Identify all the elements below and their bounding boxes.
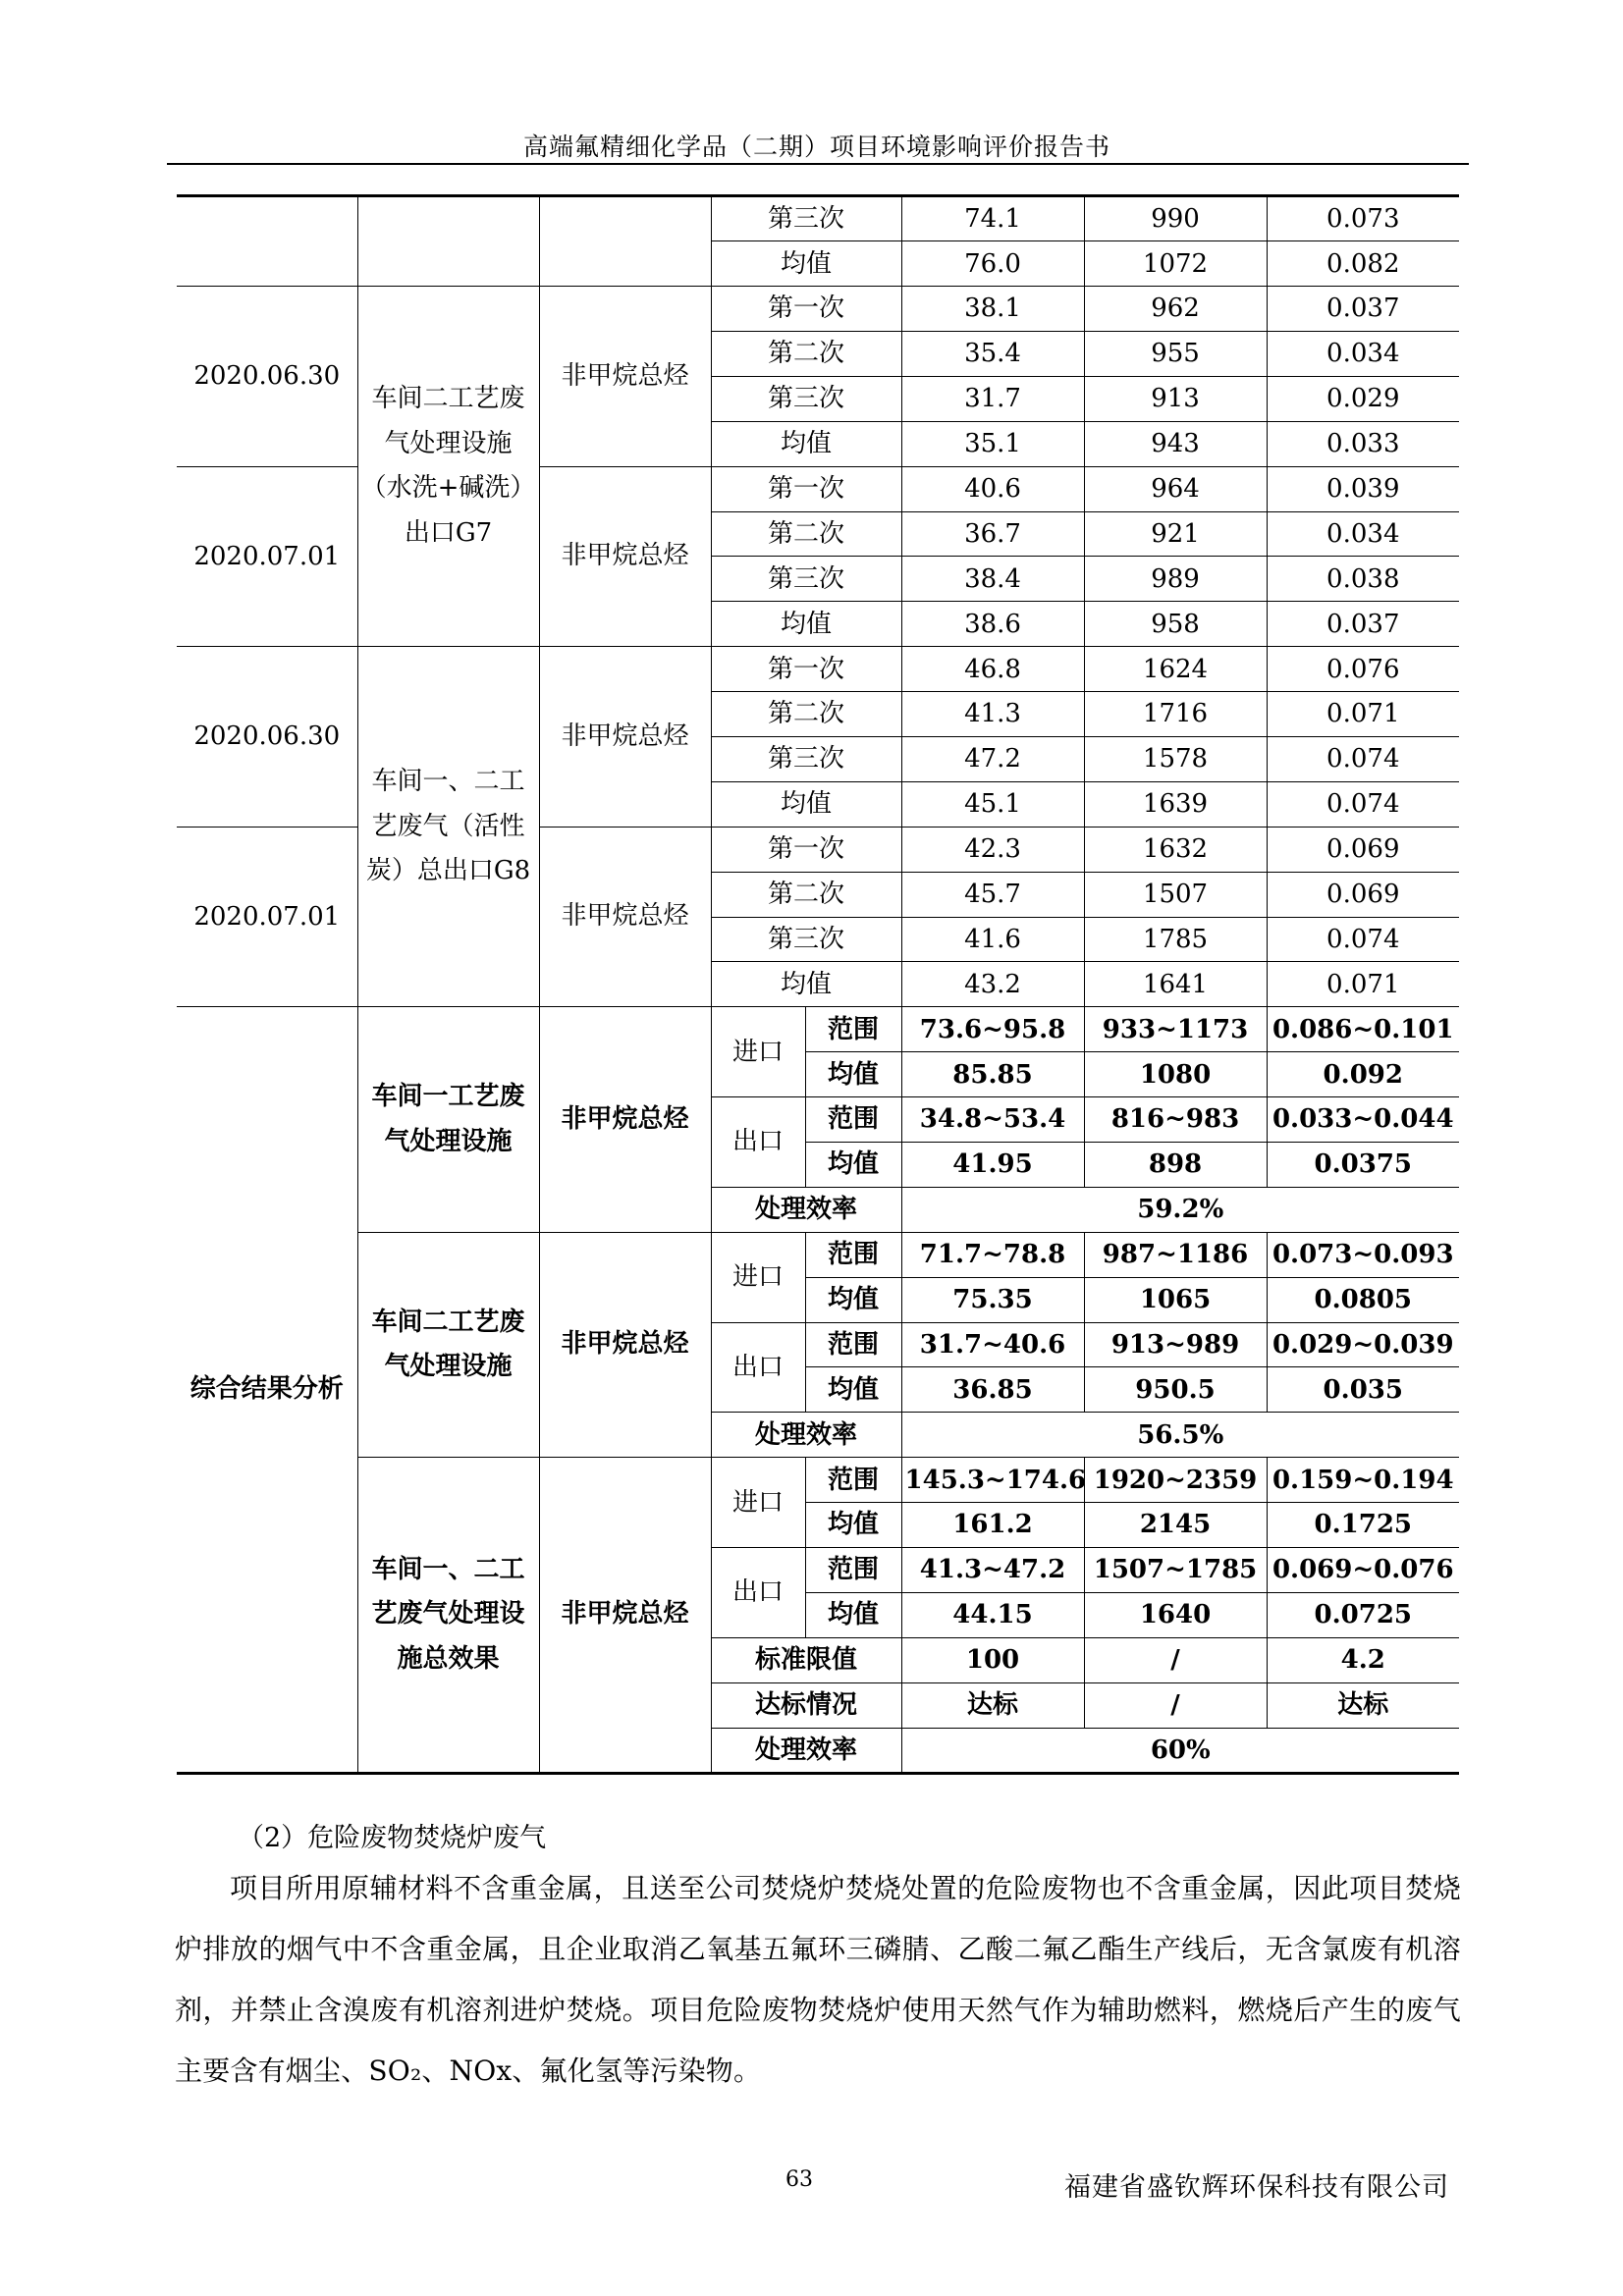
rate-value: 4.2 — [1267, 1637, 1459, 1682]
rate-value: 0.069 — [1267, 827, 1459, 872]
pollutant-cell: 非甲烷总烃 — [539, 466, 711, 647]
inlet-label: 进口 — [711, 1007, 805, 1097]
flow-value: 2145 — [1084, 1503, 1267, 1548]
sample-label: 第一次 — [711, 647, 901, 692]
flow-value: 913~989 — [1084, 1322, 1267, 1367]
rate-value: 0.037 — [1267, 602, 1459, 647]
range-label: 范围 — [805, 1097, 901, 1143]
table-row — [177, 287, 1459, 332]
footer-company: 福建省盛钦辉环保科技有限公司 — [1064, 2172, 1449, 2203]
rate-value: 0.029~0.039 — [1267, 1322, 1459, 1367]
concentration-value: 达标 — [901, 1682, 1084, 1728]
concentration-value: 38.1 — [901, 287, 1084, 332]
summary-label-cell: 综合结果分析 — [177, 1007, 357, 1773]
date-cell: 2020.07.01 — [177, 827, 357, 1007]
concentration-value: 41.6 — [901, 917, 1084, 962]
concentration-value: 45.1 — [901, 781, 1084, 827]
sample-label: 第三次 — [711, 196, 901, 241]
flow-value: 1785 — [1084, 917, 1267, 962]
rate-value: 0.038 — [1267, 557, 1459, 602]
flow-value: / — [1084, 1637, 1267, 1682]
rate-value: 达标 — [1267, 1682, 1459, 1728]
concentration-value: 31.7~40.6 — [901, 1322, 1084, 1367]
rate-value: 0.076 — [1267, 647, 1459, 692]
rate-value: 0.039 — [1267, 466, 1459, 511]
rate-value: 0.0805 — [1267, 1277, 1459, 1322]
sample-label: 均值 — [711, 421, 901, 466]
page-number: 63 — [785, 2167, 813, 2192]
sample-label: 第一次 — [711, 827, 901, 872]
table-row — [177, 1232, 1459, 1277]
range-label: 范围 — [805, 1458, 901, 1503]
concentration-value: 41.3 — [901, 692, 1084, 737]
rate-value: 0.033 — [1267, 421, 1459, 466]
flow-value: 1639 — [1084, 781, 1267, 827]
paragraph-text: 项目所用原辅材料不含重金属，且送至公司焚烧炉焚烧处置的危险废物也不含重金属，因此项目焚烧炉排放的烟气中不含重金属，且企业取消乙氧基五氟环三磷腈、乙酸二氟乙酯生产线后，无含氯废有机溶剂，并禁止含溴废有机溶剂进炉焚烧。项目危险废物焚烧炉使用天然气作为辅助燃料，燃烧后产生的废气主要含有烟尘、SO₂、NOx、氟化氢等污染物。 — [175, 1872, 1461, 2087]
outlet-label: 出口 — [711, 1548, 805, 1638]
flow-value: 987~1186 — [1084, 1232, 1267, 1277]
flow-value: 1641 — [1084, 962, 1267, 1007]
sample-label: 均值 — [711, 241, 901, 287]
rate-value: 0.069~0.076 — [1267, 1548, 1459, 1593]
outlet-label: 出口 — [711, 1097, 805, 1188]
sample-label: 第三次 — [711, 736, 901, 781]
flow-value: 1507~1785 — [1084, 1548, 1267, 1593]
flow-value: 950.5 — [1084, 1367, 1267, 1413]
rate-value: 0.0375 — [1267, 1143, 1459, 1188]
flow-value: / — [1084, 1682, 1267, 1728]
rate-value: 0.034 — [1267, 331, 1459, 376]
mean-label: 均值 — [805, 1277, 901, 1322]
concentration-value: 45.7 — [901, 872, 1084, 917]
sample-label: 第三次 — [711, 376, 901, 421]
location-cell: 车间二工艺废气处理设施（水洗+碱洗）出口G7 — [357, 287, 539, 647]
rate-value: 0.074 — [1267, 781, 1459, 827]
mean-label: 均值 — [805, 1052, 901, 1097]
mean-label: 均值 — [805, 1143, 901, 1188]
rate-value: 0.074 — [1267, 736, 1459, 781]
flow-value: 1072 — [1084, 241, 1267, 287]
rate-value: 0.092 — [1267, 1052, 1459, 1097]
outlet-label: 出口 — [711, 1322, 805, 1413]
concentration-value: 35.4 — [901, 331, 1084, 376]
pollutant-cell: 非甲烷总烃 — [539, 647, 711, 828]
rate-value: 0.074 — [1267, 917, 1459, 962]
pollutant-cell: 非甲烷总烃 — [539, 1232, 711, 1457]
sample-label: 均值 — [711, 781, 901, 827]
flow-value: 990 — [1084, 196, 1267, 241]
pollutant-cell: 非甲烷总烃 — [539, 1007, 711, 1232]
flow-value: 989 — [1084, 557, 1267, 602]
page-header-title: 高端氟精细化学品（二期）项目环境影响评价报告书 — [522, 133, 1110, 161]
date-cell: 2020.07.01 — [177, 466, 357, 647]
range-label: 范围 — [805, 1322, 901, 1367]
concentration-value: 75.35 — [901, 1277, 1084, 1322]
sample-label: 第二次 — [711, 331, 901, 376]
concentration-value: 43.2 — [901, 962, 1084, 1007]
rate-value: 0.069 — [1267, 872, 1459, 917]
flow-value: 1624 — [1084, 647, 1267, 692]
facility-cell: 车间二工艺废气处理设施 — [357, 1232, 539, 1457]
flow-value: 898 — [1084, 1143, 1267, 1188]
table-row — [177, 1458, 1459, 1503]
sample-label: 第三次 — [711, 917, 901, 962]
rate-value: 0.086~0.101 — [1267, 1007, 1459, 1052]
concentration-value: 41.3~47.2 — [901, 1548, 1084, 1593]
compliance-label: 达标情况 — [711, 1682, 901, 1728]
header-rule — [167, 163, 1469, 165]
date-cell — [177, 196, 357, 287]
facility-cell: 车间一、二工艺废气处理设施总效果 — [357, 1458, 539, 1774]
sample-label: 第三次 — [711, 557, 901, 602]
rate-value: 0.082 — [1267, 241, 1459, 287]
concentration-value: 161.2 — [901, 1503, 1084, 1548]
efficiency-label: 处理效率 — [711, 1413, 901, 1458]
efficiency-value: 60% — [901, 1728, 1459, 1773]
concentration-value: 74.1 — [901, 196, 1084, 241]
section-title: （2）危险废物焚烧炉废气 — [238, 1823, 547, 1853]
mean-label: 均值 — [805, 1503, 901, 1548]
efficiency-label: 处理效率 — [711, 1728, 901, 1773]
rate-value: 0.1725 — [1267, 1503, 1459, 1548]
efficiency-value: 59.2% — [901, 1187, 1459, 1232]
rate-value: 0.073 — [1267, 196, 1459, 241]
concentration-value: 71.7~78.8 — [901, 1232, 1084, 1277]
concentration-value: 35.1 — [901, 421, 1084, 466]
flow-value: 816~983 — [1084, 1097, 1267, 1143]
rate-value: 0.0725 — [1267, 1592, 1459, 1637]
concentration-value: 73.6~95.8 — [901, 1007, 1084, 1052]
rate-value: 0.035 — [1267, 1367, 1459, 1413]
pollutant-cell: 非甲烷总烃 — [539, 827, 711, 1007]
concentration-value: 41.95 — [901, 1143, 1084, 1188]
pollutant-cell: 非甲烷总烃 — [539, 1458, 711, 1774]
sample-label: 第一次 — [711, 466, 901, 511]
concentration-value: 46.8 — [901, 647, 1084, 692]
flow-value: 1065 — [1084, 1277, 1267, 1322]
flow-value: 1640 — [1084, 1592, 1267, 1637]
flow-value: 1632 — [1084, 827, 1267, 872]
facility-cell: 车间一工艺废气处理设施 — [357, 1007, 539, 1232]
concentration-value: 38.4 — [901, 557, 1084, 602]
rate-value: 0.073~0.093 — [1267, 1232, 1459, 1277]
date-cell: 2020.06.30 — [177, 287, 357, 467]
concentration-value: 31.7 — [901, 376, 1084, 421]
rate-value: 0.029 — [1267, 376, 1459, 421]
mean-label: 均值 — [805, 1592, 901, 1637]
flow-value: 958 — [1084, 602, 1267, 647]
sample-label: 第一次 — [711, 287, 901, 332]
mean-label: 均值 — [805, 1367, 901, 1413]
flow-value: 955 — [1084, 331, 1267, 376]
concentration-value: 44.15 — [901, 1592, 1084, 1637]
rate-value: 0.071 — [1267, 692, 1459, 737]
rate-value: 0.159~0.194 — [1267, 1458, 1459, 1503]
concentration-value: 42.3 — [901, 827, 1084, 872]
pollutant-cell — [539, 196, 711, 287]
location-cell: 车间一、二工艺废气（活性炭）总出口G8 — [357, 647, 539, 1007]
flow-value: 962 — [1084, 287, 1267, 332]
rate-value: 0.071 — [1267, 962, 1459, 1007]
sample-label: 均值 — [711, 602, 901, 647]
monitoring-data-table — [177, 194, 1459, 1775]
limit-label: 标准限值 — [711, 1637, 901, 1682]
inlet-label: 进口 — [711, 1458, 805, 1548]
concentration-value: 36.7 — [901, 511, 1084, 557]
flow-value: 964 — [1084, 466, 1267, 511]
flow-value: 1080 — [1084, 1052, 1267, 1097]
flow-value: 921 — [1084, 511, 1267, 557]
concentration-value: 34.8~53.4 — [901, 1097, 1084, 1143]
flow-value: 943 — [1084, 421, 1267, 466]
pollutant-cell: 非甲烷总烃 — [539, 287, 711, 467]
rate-value: 0.037 — [1267, 287, 1459, 332]
sample-label: 第二次 — [711, 872, 901, 917]
rate-value: 0.034 — [1267, 511, 1459, 557]
concentration-value: 36.85 — [901, 1367, 1084, 1413]
sample-label: 均值 — [711, 962, 901, 1007]
location-cell — [357, 196, 539, 287]
concentration-value: 76.0 — [901, 241, 1084, 287]
table-row — [177, 1007, 1459, 1052]
concentration-value: 40.6 — [901, 466, 1084, 511]
date-cell: 2020.06.30 — [177, 647, 357, 828]
range-label: 范围 — [805, 1007, 901, 1052]
concentration-value: 145.3~174.6 — [901, 1458, 1084, 1503]
sample-label: 第二次 — [711, 692, 901, 737]
flow-value: 1920~2359 — [1084, 1458, 1267, 1503]
flow-value: 1578 — [1084, 736, 1267, 781]
table-row — [177, 647, 1459, 692]
efficiency-label: 处理效率 — [711, 1187, 901, 1232]
efficiency-value: 56.5% — [901, 1413, 1459, 1458]
flow-value: 933~1173 — [1084, 1007, 1267, 1052]
rate-value: 0.033~0.044 — [1267, 1097, 1459, 1143]
table-row — [177, 196, 1459, 241]
range-label: 范围 — [805, 1232, 901, 1277]
concentration-value: 85.85 — [901, 1052, 1084, 1097]
body-paragraph — [175, 1858, 1461, 2102]
inlet-label: 进口 — [711, 1232, 805, 1322]
concentration-value: 38.6 — [901, 602, 1084, 647]
sample-label: 第二次 — [711, 511, 901, 557]
range-label: 范围 — [805, 1548, 901, 1593]
concentration-value: 100 — [901, 1637, 1084, 1682]
flow-value: 1507 — [1084, 872, 1267, 917]
flow-value: 913 — [1084, 376, 1267, 421]
concentration-value: 47.2 — [901, 736, 1084, 781]
flow-value: 1716 — [1084, 692, 1267, 737]
